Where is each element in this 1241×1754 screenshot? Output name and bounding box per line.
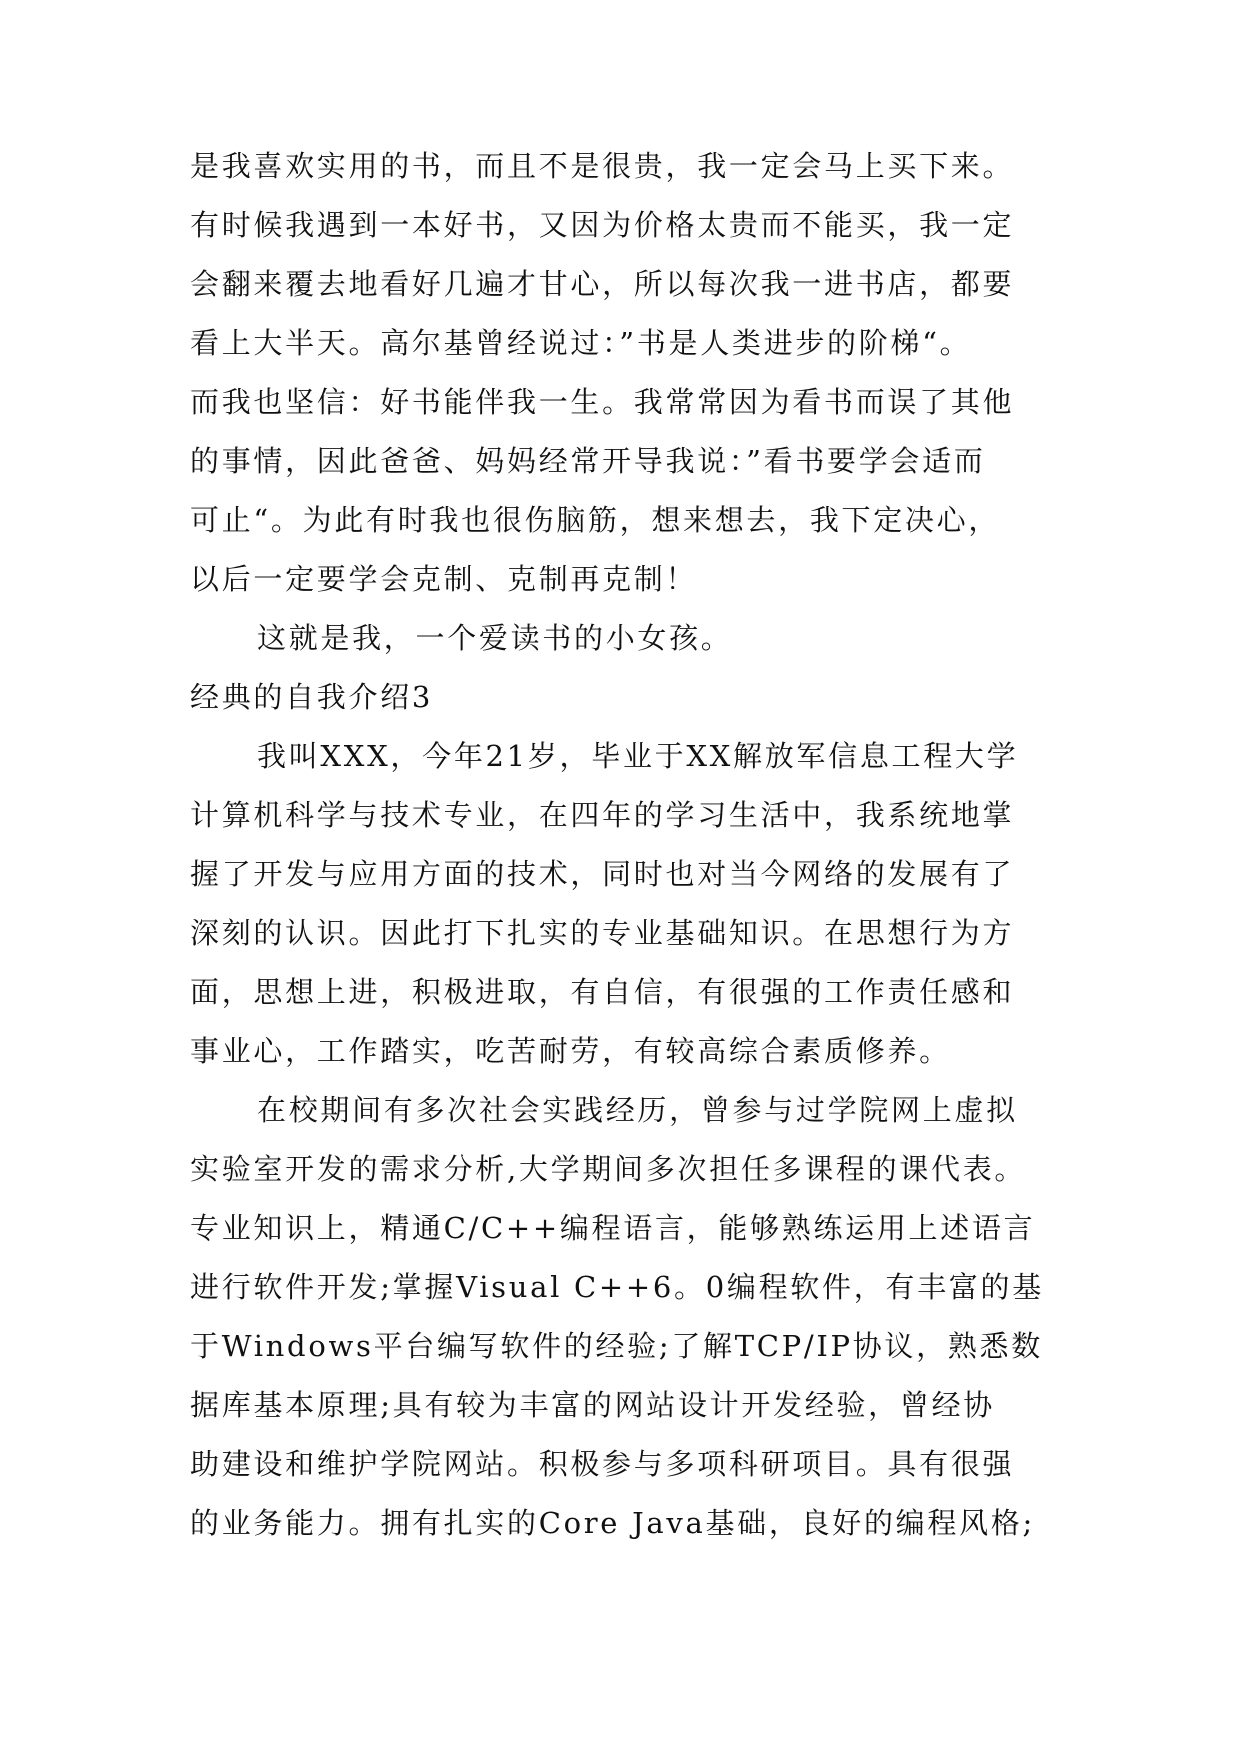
text-line: 会翻来覆去地看好几遍才甘心，所以每次我一进书店，都要 bbox=[190, 267, 1015, 301]
text-line: 助建设和维护学院网站。积极参与多项科研项目。具有很强 bbox=[190, 1447, 1015, 1481]
text-line: 的业务能力。拥有扎实的Core Java基础，良好的编程风格; bbox=[190, 1506, 1035, 1540]
text-line: 进行软件开发;掌握Visual C++6。0编程软件，有丰富的基 bbox=[190, 1270, 1044, 1304]
text-line: 计算机科学与技术专业，在四年的学习生活中，我系统地掌 bbox=[190, 798, 1015, 832]
text-line: 于Windows平台编写软件的经验;了解TCP/IP协议，熟悉数 bbox=[190, 1329, 1043, 1363]
text-line: 事业心，工作踏实，吃苦耐劳，有较高综合素质修养。 bbox=[190, 1034, 951, 1068]
text-line: 的事情，因此爸爸、妈妈经常开导我说：”看书要学会适而 bbox=[190, 444, 986, 478]
text-line: 面，思想上进，积极进取，有自信，有很强的工作责任感和 bbox=[190, 975, 1015, 1009]
text-line: 而我也坚信：好书能伴我一生。我常常因为看书而误了其他 bbox=[190, 385, 1015, 419]
text-line: 有时候我遇到一本好书，又因为价格太贵而不能买，我一定 bbox=[190, 208, 1015, 242]
text-line: 实验室开发的需求分析,大学期间多次担任多课程的课代表。 bbox=[190, 1152, 1027, 1186]
section-heading: 经典的自我介绍3 bbox=[190, 680, 434, 714]
text-line: 以后一定要学会克制、克制再克制！ bbox=[190, 562, 698, 596]
text-line: 可止“。为此有时我也很伤脑筋，想来想去，我下定决心， bbox=[190, 503, 1001, 537]
paragraph-line: 这就是我，一个爱读书的小女孩。 bbox=[257, 621, 733, 655]
text-line: 看上大半天。高尔基曾经说过：”书是人类进步的阶梯“。 bbox=[190, 326, 972, 360]
text-line: 深刻的认识。因此打下扎实的专业基础知识。在思想行为方 bbox=[190, 916, 1015, 950]
paragraph-line: 在校期间有多次社会实践经历，曾参与过学院网上虚拟 bbox=[257, 1093, 1018, 1127]
text-line: 专业知识上，精通C/C++编程语言，能够熟练运用上述语言 bbox=[190, 1211, 1036, 1245]
text-line: 据库基本原理;具有较为丰富的网站设计开发经验，曾经协 bbox=[190, 1388, 995, 1422]
text-line: 是我喜欢实用的书，而且不是很贵，我一定会马上买下来。 bbox=[190, 149, 1015, 183]
text-line: 握了开发与应用方面的技术，同时也对当今网络的发展有了 bbox=[190, 857, 1015, 891]
paragraph-line: 我叫XXX，今年21岁，毕业于XX解放军信息工程大学 bbox=[257, 739, 1019, 773]
